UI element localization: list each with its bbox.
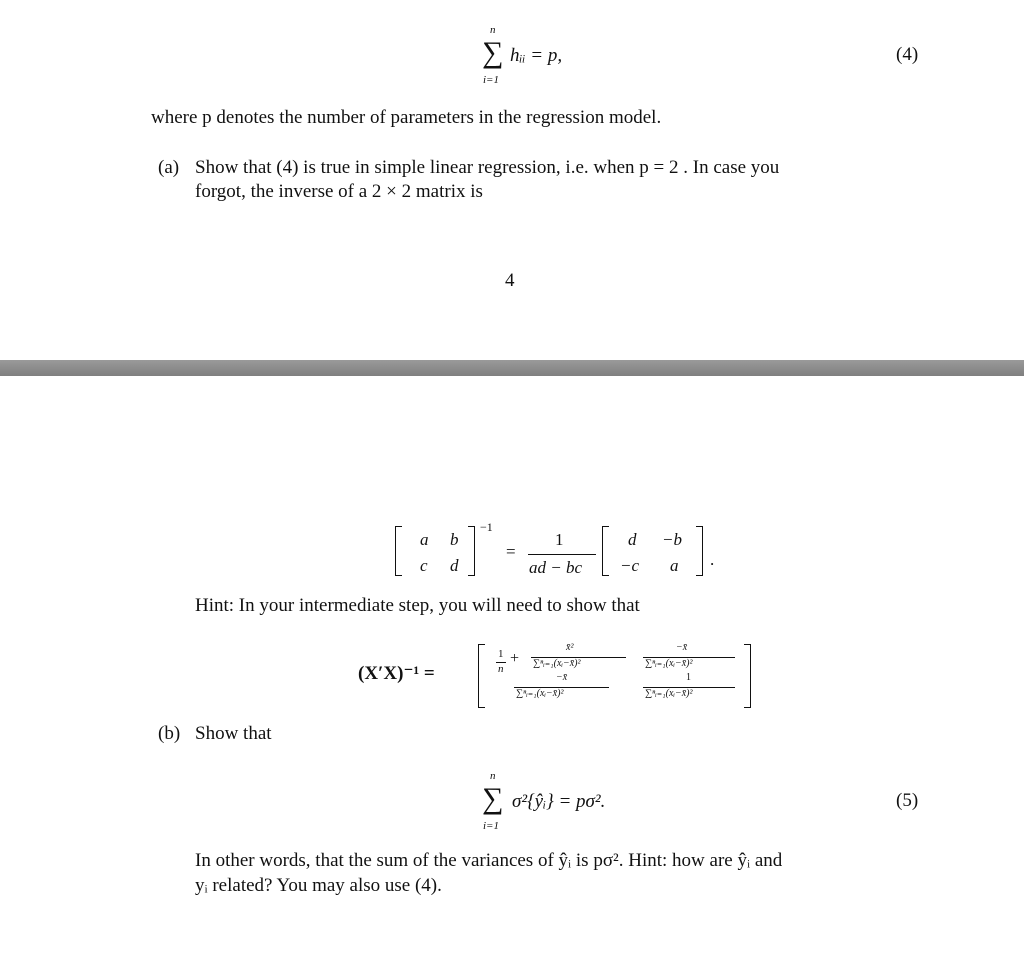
matrix-d: d [450, 556, 459, 575]
matrix-inverse-formula [390, 520, 730, 590]
m12-num: −x̄ [676, 642, 688, 653]
fraction-bar [528, 554, 596, 555]
sigma-symbol: ∑ [482, 782, 504, 815]
m22-num: 1 [686, 672, 691, 683]
equation-4 [480, 24, 620, 94]
m11-b-den: ∑ⁿᵢ₌₁(xᵢ−x̄)² [533, 658, 581, 669]
xtx-right-bracket [744, 644, 751, 708]
fraction-denominator: ad − bc [529, 558, 583, 577]
closing-line1: In other words, that the sum of the variances of ŷᵢ is pσ². Hint: how are ŷᵢ and [195, 850, 783, 871]
m11-b-num: x̄² [566, 642, 574, 653]
page-number: 4 [505, 270, 515, 291]
m12-den: ∑ⁿᵢ₌₁(xᵢ−x̄)² [645, 658, 693, 669]
fraction-numerator: 1 [555, 530, 564, 549]
part-a-line1: Show that (4) is true in simple linear regression, i.e. when p = 2 . In case you [195, 157, 780, 178]
part-a-line2: forgot, the inverse of a 2 × 2 matrix is [195, 181, 483, 202]
result-minus-c: −c [620, 556, 640, 575]
sum-lower-limit: i=1 [483, 820, 499, 832]
sum-upper-limit: n [490, 770, 496, 782]
intro-paragraph: where p denotes the number of parameters in the regression model. [151, 107, 662, 128]
sigma-symbol: ∑ [482, 36, 504, 69]
equation-body: hᵢᵢ = p, [510, 45, 563, 66]
part-b-label: (b) [158, 723, 181, 744]
result-d: d [628, 530, 637, 549]
closing-line2: yᵢ related? You may also use (4). [195, 875, 442, 896]
hint-text: Hint: In your intermediate step, you will need to show that [195, 595, 640, 616]
matrix-c: c [420, 556, 428, 575]
right-matrix-left-bracket [602, 526, 609, 576]
part-b-text: Show that [195, 723, 272, 744]
matrix-b: b [450, 530, 459, 549]
result-a: a [670, 556, 679, 575]
left-bracket [395, 526, 402, 576]
sum-lower-limit: i=1 [483, 74, 499, 86]
m22-den: ∑ⁿᵢ₌₁(xᵢ−x̄)² [645, 688, 693, 699]
xtx-lhs: (X′X)⁻¹ = [358, 663, 435, 684]
m21-num: −x̄ [556, 672, 568, 683]
xtx-inverse-formula [358, 640, 758, 710]
equals-sign: = [506, 542, 516, 561]
inverse-exponent: −1 [480, 520, 493, 534]
equation-number-5: (5) [896, 790, 919, 811]
matrix-a: a [420, 530, 429, 549]
m11-a-num: 1 [498, 648, 504, 660]
m21-den: ∑ⁿᵢ₌₁(xᵢ−x̄)² [516, 688, 564, 699]
equation-number-4: (4) [896, 44, 919, 65]
sum-upper-limit: n [490, 24, 496, 36]
m11-a-den: n [498, 663, 504, 675]
page-separator [0, 360, 1024, 376]
right-bracket [468, 526, 475, 576]
period: . [710, 550, 715, 569]
equation-5 [478, 770, 678, 840]
part-a-label: (a) [158, 157, 180, 178]
equation-body: σ²{ŷᵢ} = pσ². [512, 791, 606, 812]
xtx-left-bracket [478, 644, 485, 708]
result-minus-b: −b [662, 530, 682, 549]
m11-plus: + [510, 650, 520, 667]
right-matrix-right-bracket [696, 526, 703, 576]
